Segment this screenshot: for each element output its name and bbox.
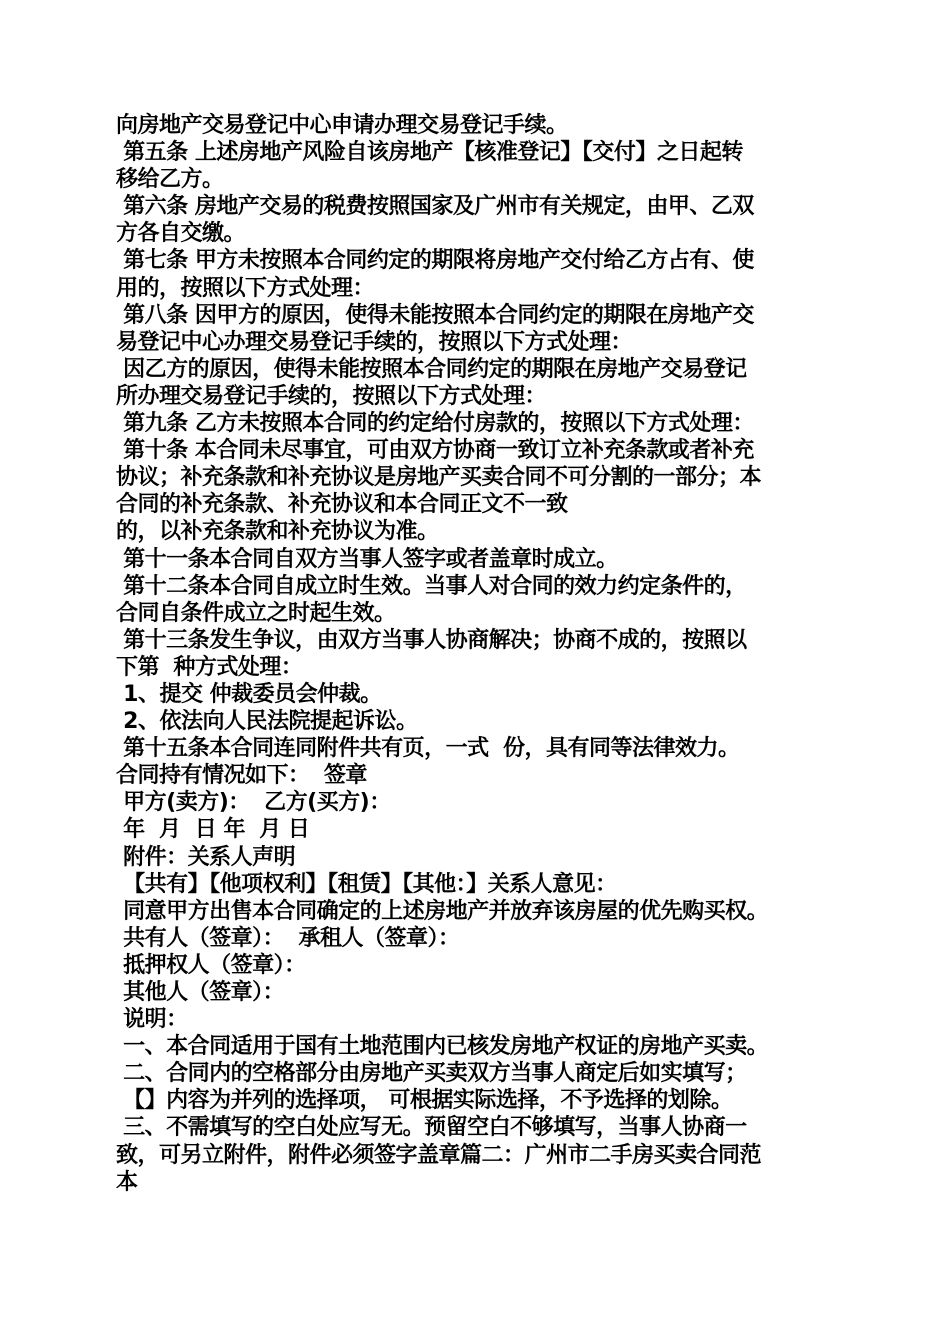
text-line: 致，可另立附件，附件必须签字盖章篇二：广州市二手房买卖合同范 <box>116 1142 762 1168</box>
text-line: 第八条 因甲方的原因，使得未能按照本合同约定的期限在房地产交 <box>116 302 754 328</box>
text-line: 第五条 上述房地产风险自该房地产【核准登记】【交付】之日起转 <box>116 140 743 166</box>
text-line: 其他人（签章）： <box>116 980 285 1005</box>
text-line: 第九条 乙方未按照本合同的约定给付房款的，按照以下方式处理： <box>116 411 754 437</box>
text-line: 协议；补充条款和补充协议是房地产买卖合同不可分割的一部分；本 <box>116 465 762 491</box>
text-line: 2、依法向人民法院提起诉讼。 <box>116 709 418 735</box>
text-line: 第十五条本合同连同附件共有页，一式 份，具有同等法律效力。 <box>116 736 740 762</box>
text-line: 说明： <box>116 1007 188 1033</box>
text-line: 共有人（签章）： 承租人（签章）： <box>116 925 460 951</box>
text-line: 甲方(卖方)： 乙方(买方)： <box>116 790 391 816</box>
text-line: 1、提交 仲裁委员会仲裁。 <box>116 681 382 707</box>
text-line: 本 <box>116 1169 138 1195</box>
text-line: 第十三条发生争议，由双方当事人协商解决；协商不成的，按照以 <box>116 627 747 653</box>
text-line: 易登记中心办理交易登记手续的，按照以下方式处理： <box>116 329 633 355</box>
text-line: 附件：关系人声明 <box>116 844 296 870</box>
text-line: 三、不需填写的空白处应写无。预留空白不够填写，当事人协商一 <box>116 1115 747 1141</box>
text-line: 年 月 日 年 月 日 <box>116 817 310 843</box>
text-line: 的，以补充条款和补充协议为准。 <box>116 519 439 545</box>
text-line: 同意甲方出售本合同确定的上述房地产并放弃该房屋的优先购买权。 <box>116 898 769 924</box>
text-line: 用的，按照以下方式处理： <box>116 275 375 301</box>
text-line: 第十一条本合同自双方当事人签字或者盖章时成立。 <box>116 546 618 572</box>
text-line: 【】内容为并列的选择项， 可根据实际选择，不予选择的划除。 <box>116 1088 733 1114</box>
text-line: 移给乙方。 <box>116 167 224 193</box>
text-line: 二、合同内的空格部分由房地产买卖双方当事人商定后如实填写； <box>116 1061 747 1087</box>
text-line: 第七条 甲方未按照本合同约定的期限将房地产交付给乙方占有、使 <box>116 248 754 274</box>
text-line: 合同自条件成立之时起生效。 <box>116 600 396 626</box>
document-body <box>116 112 846 1196</box>
text-line: 【共有】【他项权利】【租赁】【其他：】关系人意见： <box>116 871 617 897</box>
text-line: 向房地产交易登记中心申请办理交易登记手续。 <box>116 113 568 138</box>
text-line: 方各自交缴。 <box>116 221 246 247</box>
text-line: 一、本合同适用于国有土地范围内已核发房地产权证的房地产买卖。 <box>116 1034 769 1060</box>
text-line: 合同持有情况如下： 签章 <box>116 763 367 789</box>
text-line: 合同的补充条款、补充协议和本合同正文不一致 <box>116 492 568 518</box>
text-line: 第十二条本合同自成立时生效。当事人对合同的效力约定条件的， <box>116 573 747 599</box>
text-line: 第六条 房地产交易的税费按照国家及广州市有关规定，由甲、乙双 <box>116 194 754 220</box>
text-line: 抵押权人（签章）： <box>116 952 306 978</box>
text-line: 所办理交易登记手续的，按照以下方式处理： <box>116 383 547 409</box>
text-line: 因乙方的原因，使得未能按照本合同约定的期限在房地产交易登记 <box>116 356 747 382</box>
text-line: 第十条 本合同未尽事宜，可由双方协商一致订立补充条款或者补充 <box>116 438 754 464</box>
text-line: 下第 种方式处理： <box>116 654 303 680</box>
